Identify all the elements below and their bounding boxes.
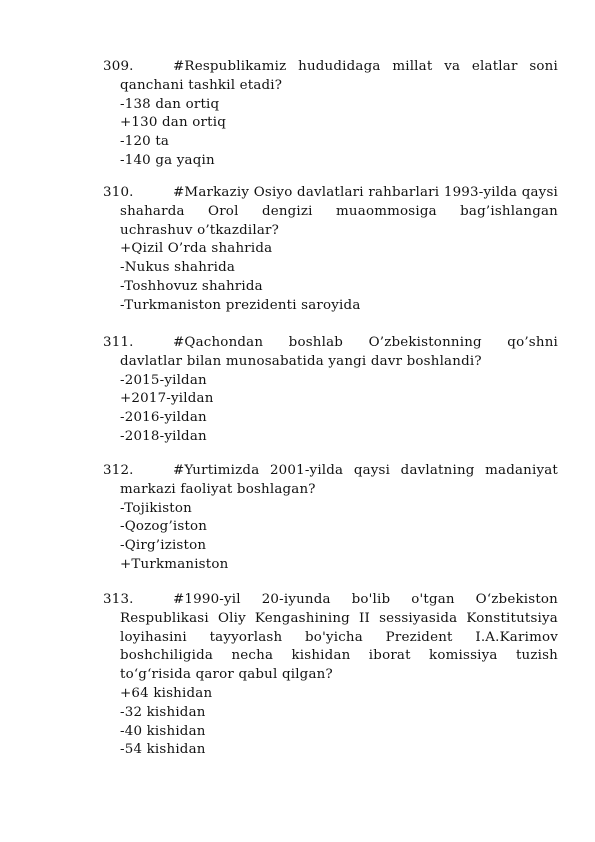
answer-list	[103, 685, 558, 760]
answer-option: -140 ga yaqin	[120, 152, 215, 168]
answer-option: -Toshhovuz shahrida	[120, 278, 263, 294]
question-310	[103, 184, 558, 316]
answer-list	[103, 500, 558, 575]
answer-list	[103, 372, 558, 447]
answer-option: -Tojikiston	[120, 500, 192, 516]
answer-option: -2015-yildan	[120, 372, 207, 388]
answer-list	[103, 96, 558, 171]
question-312	[103, 462, 558, 575]
question-number: 311.	[103, 335, 134, 350]
answer-option: -54 kishidan	[120, 742, 206, 758]
answer-option: +130 dan ortiq	[120, 115, 226, 131]
answer-option: +Turkmaniston	[120, 556, 229, 572]
question-309	[103, 58, 558, 171]
answer-option: +Qizil O’rda shahrida	[120, 241, 273, 257]
question-number: 309.	[103, 59, 134, 74]
answer-list	[103, 240, 558, 315]
answer-option: -2018-yildan	[120, 428, 207, 444]
answer-option: -2016-yildan	[120, 410, 207, 426]
answer-option: -Turkmaniston prezidenti saroyida	[120, 297, 361, 313]
answer-option: -32 kishidan	[120, 704, 206, 720]
question-text: #Yurtimizda 2001-yilda qaysi davlatning madaniyat markazi faoliyat boshlagan?	[120, 463, 558, 497]
question-text: #Markaziy Osiyo davlatlari rahbarlari 1993-yilda qaysi shaharda Orol dengizi muaommosiga bag’ishlangan uchrashuv o’tkazdilar?	[120, 185, 558, 238]
question-311	[103, 334, 558, 447]
answer-option: -Qozog’iston	[120, 519, 208, 535]
answer-option: +2017-yildan	[120, 391, 214, 407]
answer-option: -Qirg’iziston	[120, 538, 207, 554]
answer-option: +64 kishidan	[120, 685, 213, 701]
answer-option: -Nukus shahrida	[120, 260, 236, 276]
question-text: #Qachondan boshlab O’zbekistonning qo’shni davlatlar bilan munosabatida yangi davr boshlandi?	[120, 335, 558, 369]
question-number: 312.	[103, 463, 134, 478]
question-number: 310.	[103, 185, 134, 200]
answer-option: -138 dan ortiq	[120, 96, 220, 112]
question-313	[103, 591, 558, 760]
answer-option: -120 ta	[120, 134, 170, 150]
question-number: 313.	[103, 592, 134, 607]
question-text: #1990-yil 20-iyunda bo'lib o'tgan O‘zbekiston Respublikasi Oliy Kengashining II sessiyasida Konstitutsiya loyihasini tayyorlash bo'yicha Prezident I.A.Karimov boshchiligida necha kishidan iborat komissiya tuzish to‘g‘risida qaror qabul qilgan?	[120, 592, 558, 683]
answer-option: -40 kishidan	[120, 723, 206, 739]
question-text: #Respublikamiz hududidaga millat va elatlar soni qanchani tashkil etadi?	[120, 59, 558, 93]
